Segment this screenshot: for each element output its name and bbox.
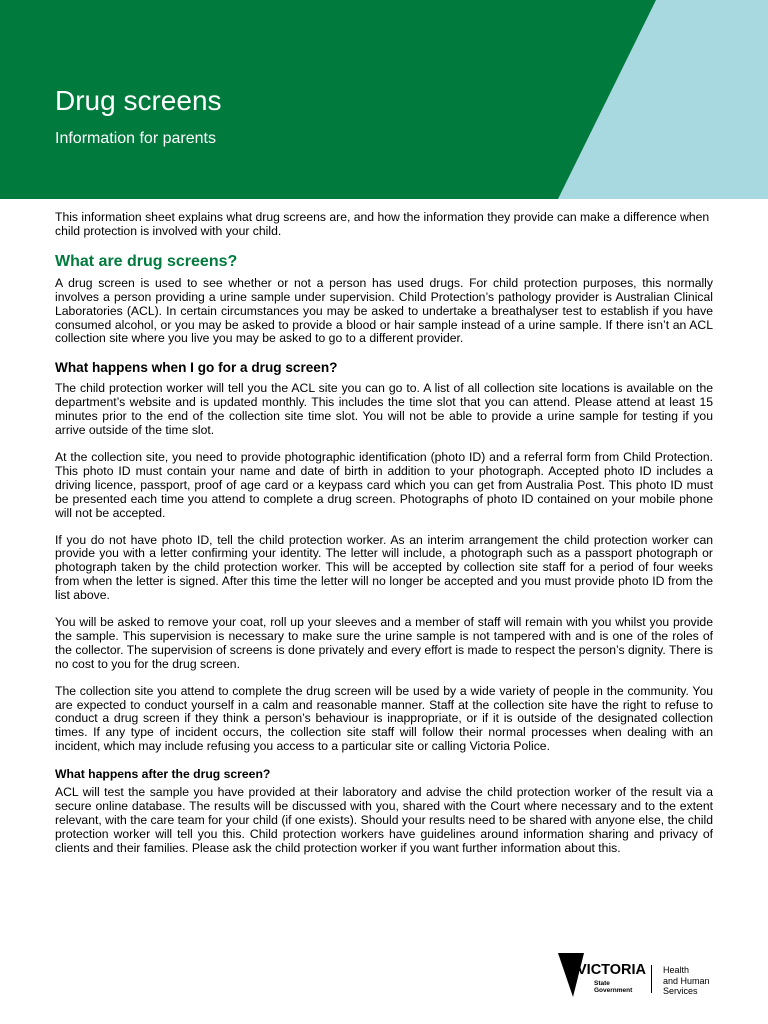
section2-paragraph: The child protection worker will tell you the ACL site you can go to. A list of all collection site locations is available on the department’s website and is updated monthly. This includes the time slot that you can attend. Please attend at least 15 minutes prior to the end of the collection site time slot. You will not be able to provide a urine sample for testing if you arrive outside of the time slot. xyxy=(55,381,713,438)
logo-divider xyxy=(651,965,652,993)
logo-sub-government: Government xyxy=(594,987,633,994)
victoria-state-government-logo xyxy=(556,951,648,999)
section2-paragraph: If you do not have photo ID, tell the child protection worker. As an interim arrangement the child protection worker can provide you with a letter confirming your identity. The letter will include, a photograph such as a passport photograph or photograph taken by the child protection worker. This will be accepted by collection site staff for a period of four weeks from when the letter is signed. After this time the letter will no longer be accepted and you must provide photo ID from the list above. xyxy=(55,532,713,603)
department-line: and Human xyxy=(663,975,710,986)
department-name xyxy=(663,965,710,997)
section3-paragraph: ACL will test the sample you have provided at their laboratory and advise the child protection worker of the result via a secure online database. The results will be discussed with you, shared with the Court where necessary and to the extent relevant, with the care team for your child (if one exists). Should your results need to be shared with anyone else, the child protection worker will tell you this. Child protection workers have guidelines around information sharing and privacy of clients and their families. Please ask the child protection worker if you want further information about this. xyxy=(55,785,713,855)
department-line: Health xyxy=(663,965,690,975)
section-heading-after-drug-screen: What happens after the drug screen? xyxy=(55,767,271,782)
footer-logo xyxy=(556,951,726,1001)
document-body xyxy=(55,211,713,869)
section-heading-what-are-drug-screens: What are drug screens? xyxy=(55,252,238,270)
department-line: Services xyxy=(663,986,698,996)
page-subtitle: Information for parents xyxy=(55,130,216,147)
section2-paragraph: The collection site you attend to complete the drug screen will be used by a wide variety of people in the community. You are expected to conduct yourself in a calm and reasonable manner. Staff at the collection site have the right to refuse to conduct a drug screen if they think a person’s behaviour is inappropriate, or if it is outside of the designated collection times. If any type of incident occurs, the collection site staff will follow their normal processes when dealing with an incident, which may include refusing you access to a particular site or calling Victoria Police. xyxy=(55,683,713,754)
section2-paragraph: At the collection site, you need to provide photographic identification (photo ID) and a referral form from Child Protection. This photo ID must contain your name and date of birth in addition to your photograph. Accepted photo ID includes a driving licence, passport, proof of age card or a keypass card which you can get from Australia Post. This photo ID must be presented each time you attend to complete a drug screen. Photographs of photo ID contained on your mobile phone will not be accepted. xyxy=(55,449,713,520)
logo-wordmark: VICTORIA xyxy=(577,962,647,978)
page-title: Drug screens xyxy=(55,85,222,116)
section2-paragraph: You will be asked to remove your coat, roll up your sleeves and a member of staff will remain with you whilst you provide the sample. This supervision is necessary to make sure the urine sample is not tampered with and is one of the roles of the collector. The supervision of screens is done privately and every effort is made to respect the person’s dignity. There is no cost to you for the drug screen. xyxy=(55,615,713,671)
section1-paragraph: A drug screen is used to see whether or not a person has used drugs. For child protection purposes, this normally involves a person providing a urine sample under supervision. Child Protection’s pathology provider is Australian Clinical Laboratories (ACL). In certain circumstances you may be asked to undertake a breathalyser test to establish if you have consumed alcohol, or you may be asked to provide a blood or hair sample instead of a urine sample. If there isn’t an ACL collection site where you live you may be asked to go to a different provider. xyxy=(55,275,713,346)
logo-sub-state: State xyxy=(594,980,610,987)
intro-paragraph: This information sheet explains what drug screens are, and how the information they provide can make a difference when child protection is involved with your child. xyxy=(55,210,710,238)
section-heading-what-happens: What happens when I go for a drug screen? xyxy=(55,360,338,376)
page-header xyxy=(0,0,768,199)
